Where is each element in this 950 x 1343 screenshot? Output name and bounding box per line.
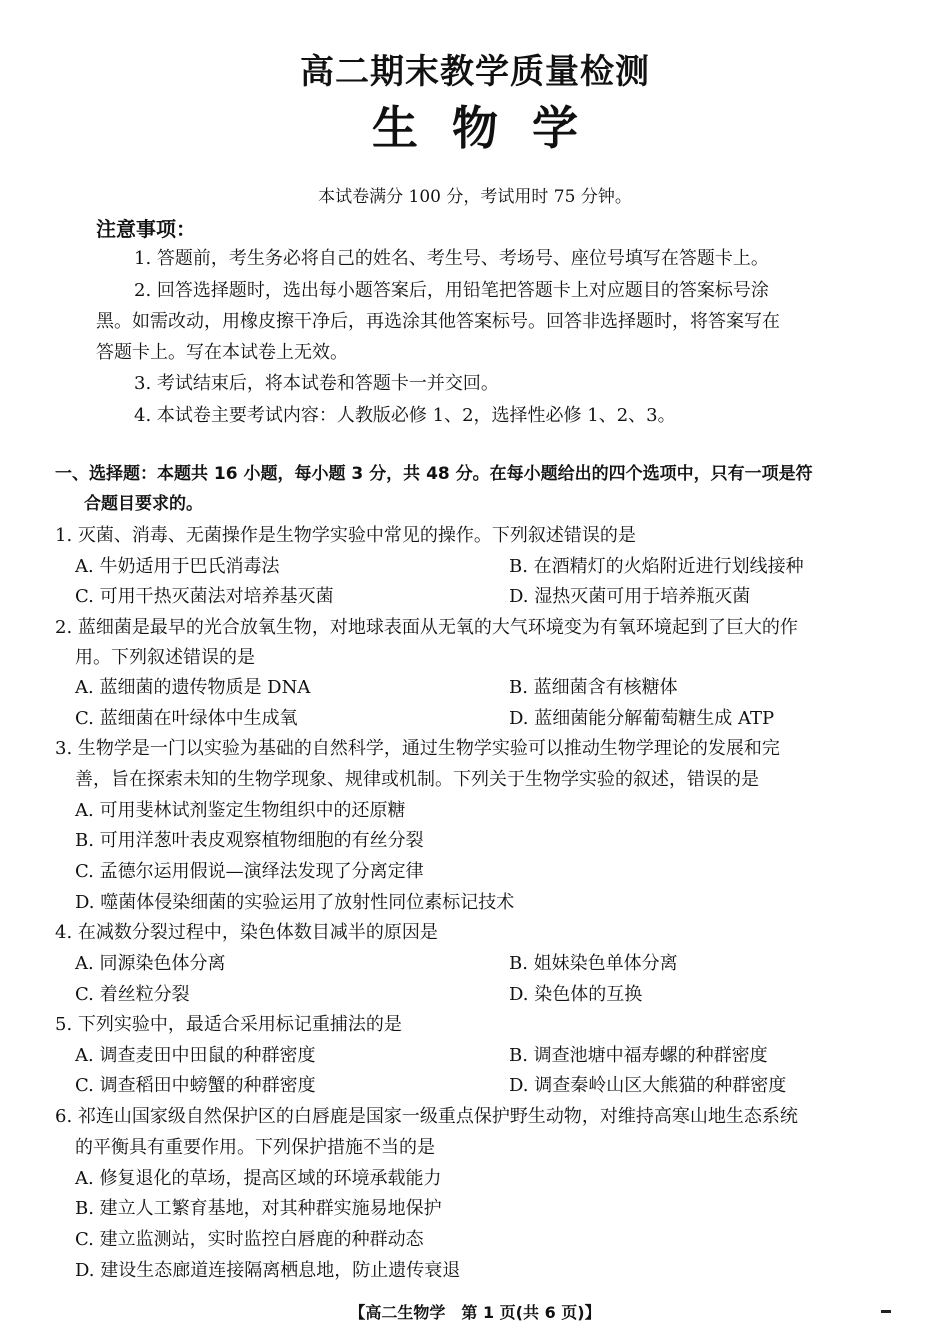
option-a: A. 调查麦田中田鼠的种群密度 (75, 1045, 316, 1066)
option-c: C. 孟德尔运用假说—演绎法发现了分离定律 (75, 861, 424, 882)
page-footer: 【高二生物学 第 1 页(共 6 页)】 (349, 1303, 601, 1322)
option-b: B. 姐妹染色单体分离 (509, 953, 678, 974)
option-c: C. 调查稻田中螃蟹的种群密度 (75, 1075, 316, 1096)
section-heading-cont: 合题目要求的。 (84, 494, 203, 514)
option-c: C. 建立监测站，实时监控白唇鹿的种群动态 (75, 1229, 424, 1250)
option-d: D. 噬菌体侵染细菌的实验运用了放射性同位素标记技术 (75, 892, 515, 913)
option-b: B. 蓝细菌含有核糖体 (509, 677, 678, 698)
notice-line: 黑。如需改动，用橡皮擦干净后，再选涂其他答案标号。回答非选择题时，将答案写在 (96, 311, 780, 332)
question-stem: 1. 灭菌、消毒、无菌操作是生物学实验中常见的操作。下列叙述错误的是 (55, 525, 636, 546)
notice-heading: 注意事项： (96, 217, 196, 241)
option-b: B. 建立人工繁育基地，对其种群实施易地保护 (75, 1198, 442, 1219)
option-a: A. 蓝细菌的遗传物质是 DNA (75, 677, 311, 698)
option-b: B. 在酒精灯的火焰附近进行划线接种 (509, 556, 804, 577)
exam-title: 高二期末教学质量检测 (300, 52, 650, 92)
option-a: A. 牛奶适用于巴氏消毒法 (75, 556, 280, 577)
section-heading: 一、选择题：本题共 16 小题，每小题 3 分，共 48 分。在每小题给出的四个选项中，只有一项是符 (55, 464, 813, 484)
option-c: C. 蓝细菌在叶绿体中生成氧 (75, 708, 298, 729)
option-d: D. 建设生态廊道连接隔离栖息地，防止遗传衰退 (75, 1260, 461, 1281)
question-stem: 4. 在减数分裂过程中，染色体数目减半的原因是 (55, 922, 438, 943)
option-c: C. 可用干热灭菌法对培养基灭菌 (75, 586, 334, 607)
subject-title: 生物学 (372, 101, 612, 155)
notice-line: 答题卡上。写在本试卷上无效。 (96, 342, 348, 363)
option-d: D. 湿热灭菌可用于培养瓶灭菌 (509, 586, 751, 607)
option-b: B. 可用洋葱叶表皮观察植物细胞的有丝分裂 (75, 830, 424, 851)
notice-line: 2. 回答选择题时，选出每小题答案后，用铅笔把答题卡上对应题目的答案标号涂 (134, 280, 769, 301)
question-stem: 5. 下列实验中，最适合采用标记重捕法的是 (55, 1014, 402, 1035)
option-d: D. 染色体的互换 (509, 984, 643, 1005)
notice-line: 3. 考试结束后，将本试卷和答题卡一并交回。 (134, 373, 499, 394)
notice-line: 4. 本试卷主要考试内容：人教版必修 1、2，选择性必修 1、2、3。 (134, 405, 676, 426)
option-a: A. 同源染色体分离 (75, 953, 226, 974)
exam-info: 本试卷满分 100 分，考试用时 75 分钟。 (318, 187, 632, 207)
option-d: D. 调查秦岭山区大熊猫的种群密度 (509, 1075, 787, 1096)
option-d: D. 蓝细菌能分解葡萄糖生成 ATP (509, 708, 775, 729)
option-c: C. 着丝粒分裂 (75, 984, 190, 1005)
option-a: A. 修复退化的草场，提高区域的环境承载能力 (75, 1168, 442, 1189)
question-stem: 2. 蓝细菌是最早的光合放氧生物，对地球表面从无氧的大气环境变为有氧环境起到了巨大的作 (55, 617, 798, 638)
question-stem: 3. 生物学是一门以实验为基础的自然科学，通过生物学实验可以推动生物学理论的发展和完 (55, 738, 780, 759)
question-stem-cont: 的平衡具有重要作用。下列保护措施不当的是 (75, 1137, 435, 1158)
option-b: B. 调查池塘中福寿螺的种群密度 (509, 1045, 768, 1066)
corner-mark (881, 1310, 891, 1313)
question-stem-cont: 善，旨在探索未知的生物学现象、规律或机制。下列关于生物学实验的叙述，错误的是 (75, 769, 759, 790)
question-stem-cont: 用。下列叙述错误的是 (75, 647, 255, 668)
option-a: A. 可用斐林试剂鉴定生物组织中的还原糖 (75, 800, 406, 821)
question-stem: 6. 祁连山国家级自然保护区的白唇鹿是国家一级重点保护野生动物，对维持高寒山地生态系统 (55, 1106, 798, 1127)
notice-line: 1. 答题前，考生务必将自己的姓名、考生号、考场号、座位号填写在答题卡上。 (134, 248, 769, 269)
